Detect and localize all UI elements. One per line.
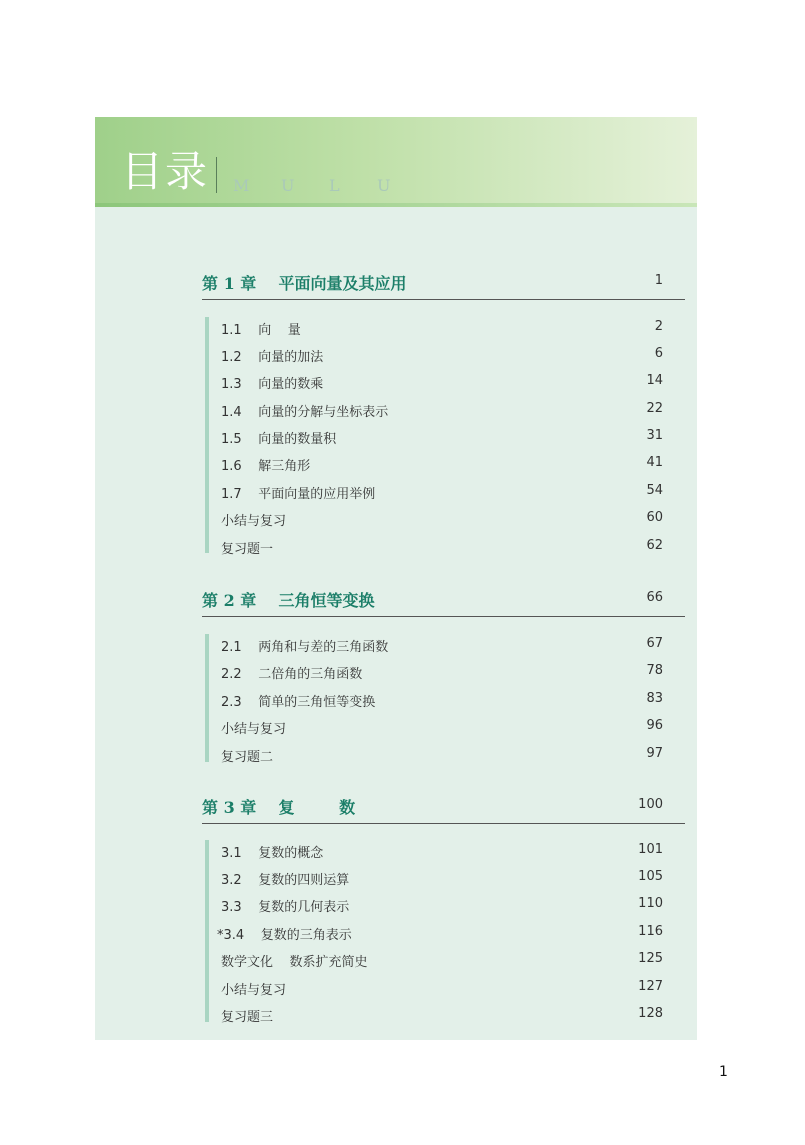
entry-label: 小结与复习 [221,514,287,529]
entry-label: 2.3 简单的三角恒等变换 [221,695,376,710]
chapter-page: 1 [654,273,663,288]
subtitle-letter: M [233,176,250,195]
toc-entry[interactable] [221,951,663,971]
toc-title: 目录 [121,147,210,196]
entry-page: 83 [646,691,663,706]
toc-entry[interactable] [221,319,663,339]
toc-entry[interactable] [221,746,663,766]
entry-label: 数学文化 数系扩充简史 [221,955,368,970]
entry-page: 31 [646,428,663,443]
entry-label: 1.2 向量的加法 [221,350,324,365]
toc-entry[interactable] [221,401,663,421]
entry-label: 复习题三 [221,1010,274,1025]
entry-label: 1.4 向量的分解与坐标表示 [221,405,389,420]
chapter-title: 第 3 章 复 数 [202,798,356,817]
chapter-2-heading[interactable] [202,588,685,610]
toc-subtitle [233,176,425,196]
subtitle-letter: L [329,176,340,195]
header-rule [95,203,697,207]
toc-entry[interactable] [221,691,663,711]
section-bar [205,634,209,762]
entry-page: 78 [646,663,663,678]
entry-label: 1.6 解三角形 [221,459,311,474]
entry-page: 116 [638,924,663,939]
entry-label: 3.2 复数的四则运算 [221,873,350,888]
entry-page: 54 [646,483,663,498]
entry-page: 101 [638,842,663,857]
entry-page: 14 [646,373,663,388]
entry-label: 小结与复习 [221,722,287,737]
entry-page: 2 [654,319,663,334]
entry-label: 3.3 复数的几何表示 [221,900,350,915]
entry-page: 125 [638,951,663,966]
entry-label: 1.5 向量的数量积 [221,432,337,447]
toc-entry[interactable] [221,455,663,475]
entry-page: 128 [638,1006,663,1021]
toc-entry[interactable] [221,718,663,738]
toc-entry[interactable] [221,979,663,999]
chapter-1-heading[interactable] [202,271,685,293]
entry-page: 110 [638,896,663,911]
section-bar [205,317,209,553]
entry-page: 96 [646,718,663,733]
subtitle-letter: U [281,176,295,195]
chapter-title: 第 1 章 平面向量及其应用 [202,274,407,293]
toc-entry[interactable] [221,896,663,916]
entry-page: 97 [646,746,663,761]
subtitle-letter: U [377,176,391,195]
entry-page: 22 [646,401,663,416]
entry-label: 小结与复习 [221,983,287,998]
chapter-3-heading[interactable] [202,795,685,817]
entry-page: 105 [638,869,663,884]
toc-entry[interactable] [221,510,663,530]
entry-label: 复习题一 [221,542,274,557]
toc-panel [95,117,697,1040]
entry-label: 复习题二 [221,750,274,765]
entry-label: *3.4 复数的三角表示 [217,928,352,943]
toc-entry[interactable] [221,538,663,558]
toc-entry[interactable] [217,924,663,944]
entry-label: 1.3 向量的数乘 [221,377,324,392]
chapter-title: 第 2 章 三角恒等变换 [202,591,375,610]
title-divider [216,157,217,193]
toc-entry[interactable] [221,483,663,503]
chapter-page: 100 [638,797,663,812]
entry-page: 127 [638,979,663,994]
entry-label: 1.7 平面向量的应用举例 [221,487,376,502]
toc-entry[interactable] [221,663,663,683]
chapter-page: 66 [646,590,663,605]
entry-label: 3.1 复数的概念 [221,846,324,861]
toc-entry[interactable] [221,842,663,862]
entry-page: 67 [646,636,663,651]
entry-label: 1.1 向 量 [221,323,301,338]
entry-page: 6 [654,346,663,361]
entry-page: 41 [646,455,663,470]
toc-entry[interactable] [221,346,663,366]
entry-page: 60 [646,510,663,525]
section-bar [205,840,209,1022]
toc-entry[interactable] [221,373,663,393]
toc-entry[interactable] [221,636,663,656]
toc-entry[interactable] [221,428,663,448]
chapter-rule [202,616,685,617]
toc-header [95,117,697,203]
chapter-rule [202,299,685,300]
chapter-rule [202,823,685,824]
entry-label: 2.2 二倍角的三角函数 [221,667,363,682]
toc-entry[interactable] [221,1006,663,1026]
entry-label: 2.1 两角和与差的三角函数 [221,640,389,655]
page-number: 1 [719,1064,728,1080]
entry-page: 62 [646,538,663,553]
toc-entry[interactable] [221,869,663,889]
